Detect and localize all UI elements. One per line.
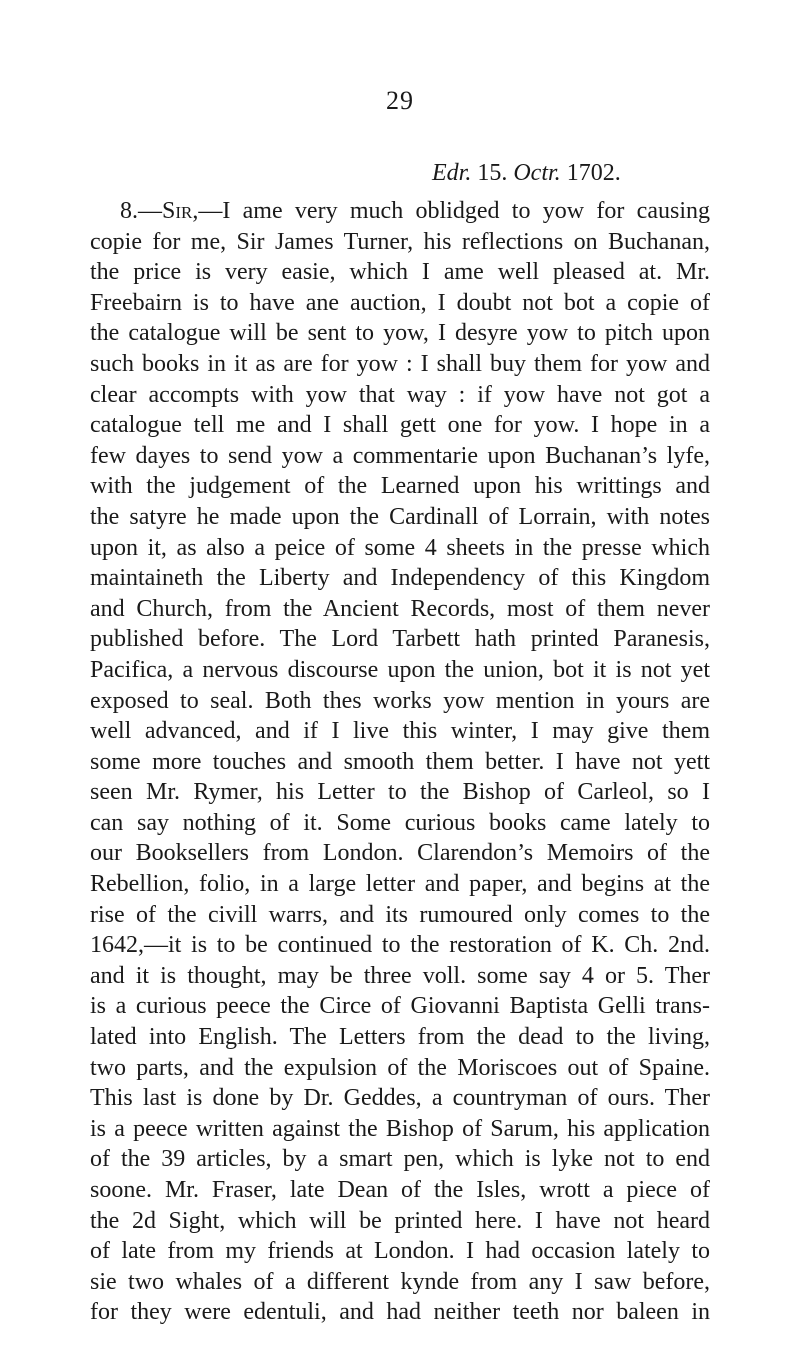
letter-body bbox=[90, 196, 710, 1328]
letter-line: the 2d Sight, which will be printed here. I have not heard bbox=[90, 1207, 710, 1234]
letter-line: maintaineth the Liberty and Independency of this Kingdom bbox=[90, 565, 710, 592]
letter-line: of the 39 articles, by a smart pen, which is lyke not to end bbox=[90, 1146, 710, 1173]
letter-line: for they were edentuli, and had neither teeth nor baleen in bbox=[90, 1299, 710, 1326]
letter-line: our Booksellers from London. Clarendon’s Memoirs of the bbox=[90, 840, 710, 867]
letter-line: seen Mr. Rymer, his Letter to the Bishop of Carleol, so I bbox=[90, 779, 710, 806]
dateline-day: 15. bbox=[477, 160, 508, 186]
letter-line: two parts, and the expulsion of the Moriscoes out of Spaine. bbox=[90, 1054, 710, 1081]
letter-line: 1642,—it is to be continued to the restoration of K. Ch. 2nd. bbox=[90, 932, 710, 959]
letter-line: copie for me, Sir James Turner, his reflections on Buchanan, bbox=[90, 228, 710, 255]
letter-line: well advanced, and if I live this winter, I may give them bbox=[90, 718, 710, 745]
letter-line: and Church, from the Ancient Records, most of them never bbox=[90, 595, 710, 622]
letter-line: exposed to seal. Both thes works yow mention in yours are bbox=[90, 687, 710, 714]
letter-salutation: Sir, bbox=[162, 198, 199, 224]
letter-line-text: —I ame very much oblidged to yow for causing bbox=[198, 198, 710, 224]
letter-line: catalogue tell me and I shall gett one for yow. I hope in a bbox=[90, 412, 710, 439]
letter-line: Freebairn is to have ane auction, I doubt not bot a copie of bbox=[90, 289, 710, 316]
dateline-year: 1702. bbox=[566, 160, 621, 186]
letter-line: upon it, as also a peice of some 4 sheets in the presse which bbox=[90, 534, 710, 561]
dateline-month: Octr. bbox=[513, 160, 561, 186]
letter-line: with the judgement of the Learned upon his writtings and bbox=[90, 473, 710, 500]
letter-line: of late from my friends at London. I had occasion lately to bbox=[90, 1238, 710, 1265]
letter-line: can say nothing of it. Some curious books came lately to bbox=[90, 809, 710, 836]
letter-line: clear accompts with yow that way : if yow have not got a bbox=[90, 381, 710, 408]
letter-dateline bbox=[432, 160, 621, 187]
letter-line: and it is thought, may be three voll. some say 4 or 5. Ther bbox=[90, 962, 710, 989]
letter-line: some more touches and smooth them better. I have not yett bbox=[90, 748, 710, 775]
dateline-place: Edr. bbox=[432, 160, 472, 186]
letter-line: lated into English. The Letters from the dead to the living, bbox=[90, 1024, 710, 1051]
page-number: 29 bbox=[386, 86, 414, 115]
letter-line: This last is done by Dr. Geddes, a countryman of ours. Ther bbox=[90, 1085, 710, 1112]
letter-line: is a curious peece the Circe of Giovanni Baptista Gelli trans- bbox=[90, 993, 710, 1020]
letter-line: such books in it as are for yow : I shall buy them for yow and bbox=[90, 350, 710, 377]
letter-line: Rebellion, folio, in a large letter and paper, and begins at the bbox=[90, 871, 710, 898]
letter-line: sie two whales of a different kynde from any I saw before, bbox=[90, 1268, 710, 1295]
letter-line: published before. The Lord Tarbett hath printed Paranesis, bbox=[90, 626, 710, 653]
letter-line: is a peece written against the Bishop of Sarum, his application bbox=[90, 1115, 710, 1142]
letter-line: soone. Mr. Fraser, late Dean of the Isles, wrott a piece of bbox=[90, 1177, 710, 1203]
letter-line: the catalogue will be sent to yow, I desyre yow to pitch upon bbox=[90, 320, 710, 347]
letter-line: the satyre he made upon the Cardinall of Lorrain, with notes bbox=[90, 503, 710, 530]
letter-line: rise of the civill warrs, and its rumoured only comes to the bbox=[90, 901, 710, 928]
letter-line: few dayes to send yow a commentarie upon Buchanan’s lyfe, bbox=[90, 442, 710, 469]
letter-line: the price is very easie, which I ame well pleased at. Mr. bbox=[90, 259, 710, 286]
letter-line: Pacifica, a nervous discourse upon the union, bot it is not yet bbox=[90, 656, 710, 683]
letter-line: 8.—Sir,—I ame very much oblidged to yow for causing bbox=[120, 198, 710, 224]
letter-number: 8. bbox=[120, 198, 138, 224]
